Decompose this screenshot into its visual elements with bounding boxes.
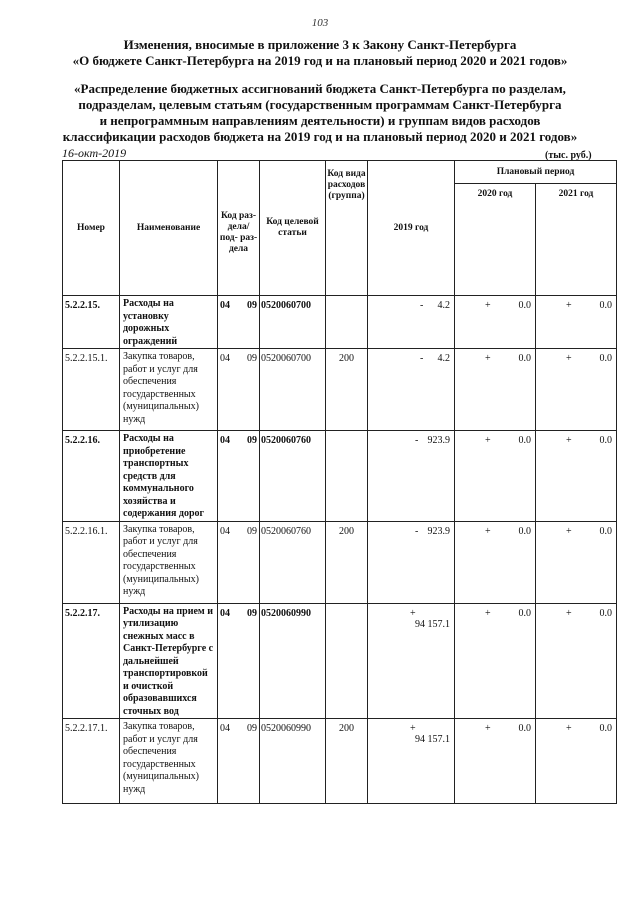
sign: - [420,300,424,311]
row-number: 5.2.2.16.1. [63,521,120,603]
value: 0.0 [599,607,612,619]
row-amount-2019 [368,431,455,522]
value: 0.0 [518,723,531,734]
table-row [63,349,617,431]
sign: + [485,525,491,537]
row-name: Закупка товаров, работ и услуг для обеспечения государственных (муниципальных) нужд [120,719,218,804]
value: 94 157.1 [415,734,450,745]
header-number: Номер [63,161,120,296]
row-number: 5.2.2.17.1. [63,719,120,804]
row-amount-2021 [536,349,617,431]
row-section-code [218,719,260,804]
row-amount-2020 [455,719,536,804]
section-code: 04 [220,300,230,311]
row-expense-type: 200 [326,521,368,603]
value: 0.0 [599,525,612,537]
units-label: (тыс. руб.) [545,150,592,161]
sign: + [566,723,572,734]
row-amount-2019 [368,719,455,804]
row-name: Расходы на прием и утилизацию снежных масс в Санкт-Петербурге с дальнейшей транспортировкой и очисткой образовавшихся сточных вод [120,603,218,719]
value: 0.0 [518,525,531,537]
row-section-code [218,296,260,349]
row-amount-2019 [368,296,455,349]
value: 0.0 [518,435,531,446]
row-amount-2020 [455,431,536,522]
row-amount-2019 [368,349,455,431]
value: 0.0 [518,607,531,619]
section-code: 04 [220,607,230,619]
row-number: 5.2.2.15.1. [63,349,120,431]
sign: - [420,353,424,364]
header-target: Код целевой статьи [260,161,326,296]
row-amount-2020 [455,603,536,719]
value: 923.9 [427,525,450,537]
appendix-subtitle [20,81,620,145]
page-number: 103 [311,17,329,29]
row-amount-2021 [536,296,617,349]
subsection-code: 09 [247,723,257,734]
header-2021: 2021 год [536,184,617,296]
value: 94 157.1 [415,618,450,630]
row-expense-type [326,603,368,719]
sign: - [415,525,419,537]
row-target-code: 0520060760 [260,521,326,603]
sign: + [485,300,491,311]
table-row [63,296,617,349]
row-expense-type [326,296,368,349]
row-number: 5.2.2.17. [63,603,120,719]
value: 0.0 [518,353,531,364]
row-section-code [218,431,260,522]
document-date: 16-окт-2019 [62,146,127,160]
row-target-code: 0520060990 [260,719,326,804]
sign: + [485,353,491,364]
subsection-code: 09 [247,525,257,537]
section-code: 04 [220,353,230,364]
row-amount-2020 [455,349,536,431]
subsection-code: 09 [247,300,257,311]
row-target-code: 0520060700 [260,296,326,349]
sign: + [485,435,491,446]
row-amount-2021 [536,521,617,603]
sign: + [410,607,416,619]
subsection-code: 09 [247,435,257,446]
value: 4.2 [437,353,450,364]
document-title: Изменения, вносимые в приложение 3 к Закону Санкт-Петербурга [123,37,517,52]
row-amount-2021 [536,603,617,719]
row-amount-2021 [536,719,617,804]
value: 923.9 [427,435,450,446]
header-expense-type: Код вида расходов (группа) [326,161,368,296]
row-section-code [218,521,260,603]
sign: - [415,435,419,446]
row-section-code [218,603,260,719]
row-expense-type: 200 [326,349,368,431]
row-target-code: 0520060760 [260,431,326,522]
table-row [63,521,617,603]
row-target-code: 0520060990 [260,603,326,719]
section-code: 04 [220,435,230,446]
header-name: Наименование [120,161,218,296]
budget-table [62,160,617,804]
row-name: Расходы на приобретение транспортных средств для коммунального хозяйства и содержания дорог [120,431,218,522]
header-planned-period: Плановый период [455,161,617,184]
row-name: Расходы на установку дорожных ограждений [120,296,218,349]
row-expense-type [326,431,368,522]
row-amount-2019 [368,521,455,603]
row-target-code: 0520060700 [260,349,326,431]
row-section-code [218,349,260,431]
value: 0.0 [599,300,612,311]
row-name: Закупка товаров, работ и услуг для обеспечения государственных (муниципальных) нужд [120,521,218,603]
table-row [63,603,617,719]
value: 0.0 [518,300,531,311]
value: 0.0 [599,723,612,734]
row-amount-2020 [455,296,536,349]
value: 4.2 [437,300,450,311]
row-name: Закупка товаров, работ и услуг для обеспечения государственных (муниципальных) нужд [120,349,218,431]
header-2020: 2020 год [455,184,536,296]
sign: + [566,353,572,364]
sign: + [566,607,572,619]
section-code: 04 [220,525,230,537]
subtitle-line: подразделам, целевым статьям (государственным программам Санкт-Петербурга [78,97,562,112]
subtitle-line: и непрограммным направлениям деятельности) и группам видов расходов [99,113,541,128]
row-amount-2020 [455,521,536,603]
section-code: 04 [220,723,230,734]
subsection-code: 09 [247,353,257,364]
document-title-law: «О бюджете Санкт-Петербурга на 2019 год и на плановый период 2020 и 2021 годов» [72,53,568,68]
row-number: 5.2.2.15. [63,296,120,349]
subsection-code: 09 [247,607,257,619]
row-amount-2021 [536,431,617,522]
sign: + [485,723,491,734]
sign: + [410,723,416,734]
value: 0.0 [599,353,612,364]
sign: + [566,435,572,446]
sign: + [566,300,572,311]
subtitle-line: «Распределение бюджетных ассигнований бюджета Санкт-Петербурга по разделам, [74,81,566,96]
table-row [63,431,617,522]
sign: + [566,525,572,537]
row-number: 5.2.2.16. [63,431,120,522]
value: 0.0 [599,435,612,446]
sign: + [485,607,491,619]
table-row [63,719,617,804]
header-2019: 2019 год [368,161,455,296]
header-section: Код раз- дела/ под- раз- дела [218,161,260,296]
row-expense-type: 200 [326,719,368,804]
subtitle-line: классификации расходов бюджета на 2019 год и на плановый период 2020 и 2021 годов» [62,129,578,144]
row-amount-2019 [368,603,455,719]
